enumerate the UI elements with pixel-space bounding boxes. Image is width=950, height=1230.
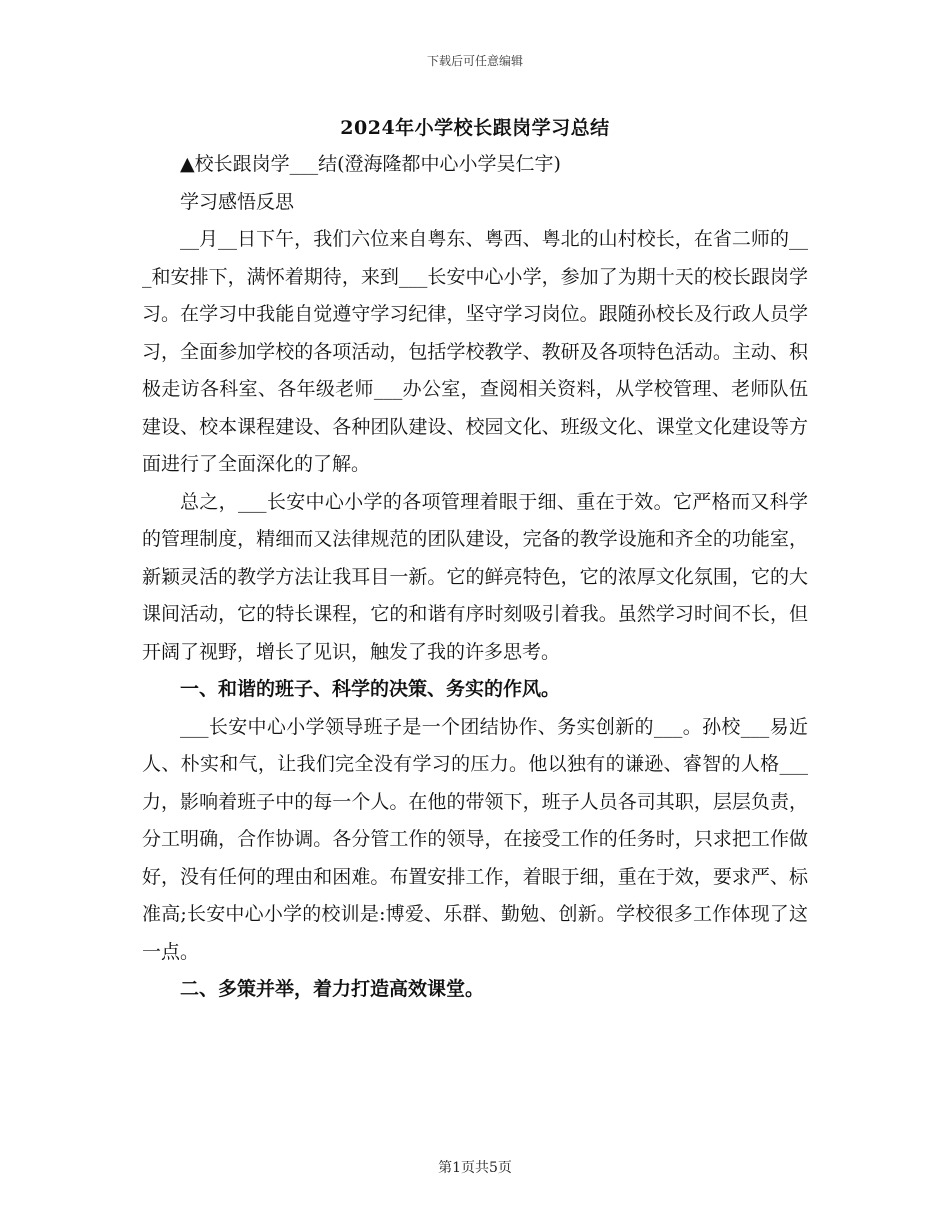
paragraph-subtitle: 学习感悟反思 [180, 190, 295, 213]
page-header-note: 下载后可任意编辑 [426, 54, 523, 68]
paragraph-section-1: ___长安中心小学领导班子是一个团结协作、务实创新的___。孙校___易近人、朴实和气，让我们完全没有学习的压力。他以独有的谦逊、睿智的人格___力，影响着班子中的每一个人。在他的带领下，班子人员各司其职，层层负责，分工明确，合作协调。各分管工作的领导，在接受工作的任务时，只求把工作做好，没有任何的理由和困难。布置安排工作，着眼于细，重在于效，要求严、标准高;长安中心小学的校训是:博爱、乐群、勤勉、创新。学校很多工作体现了这一点。 [142, 715, 808, 963]
paragraph-intro: __月__日下午，我们六位来自粤东、粤西、粤北的山村校长，在省二师的___和安排下，满怀着期待，来到___长安中心小学，参加了为期十天的校长跟岗学习。在学习中我能自觉遵守学习纪律，坚守学习岗位。跟随孙校长及行政人员学习，全面参加学校的各项活动，包括学校教学、教研及各项特色活动。主动、积极走访各科室、各年级老师___办公室，查阅相关资料，从学校管理、老师队伍建设、校本课程建设、各种团队建设、校园文化、班级文化、课堂文化建设等方面进行了全面深化的了解。 [142, 228, 808, 475]
page-number: 第1页共5页 [438, 1160, 512, 1176]
paragraph-byline: ▲校长跟岗学___结(澄海隆都中心小学吴仁宇) [180, 153, 561, 175]
section-heading-1: 一、和谐的班子、科学的决策、务实的作风。 [180, 678, 561, 700]
document-title: 2024年小学校长跟岗学习总结 [340, 117, 610, 139]
section-heading-2: 二、多策并举，着力打造高效课堂。 [180, 978, 485, 1000]
paragraph-summary: 总之，___长安中心小学的各项管理着眼于细、重在于效。它严格而又科学的管理制度，精细而又法律规范的团队建设，完备的教学设施和齐全的功能室，新颖灵活的教学方法让我耳目一新。它的鲜亮特色，它的浓厚文化氛围，它的大课间活动，它的特长课程，它的和谐有序时刻吸引着我。虽然学习时间不长，但开阔了视野，增长了见识，触发了我的许多思考。 [142, 490, 808, 663]
document-body [142, 146, 808, 1009]
